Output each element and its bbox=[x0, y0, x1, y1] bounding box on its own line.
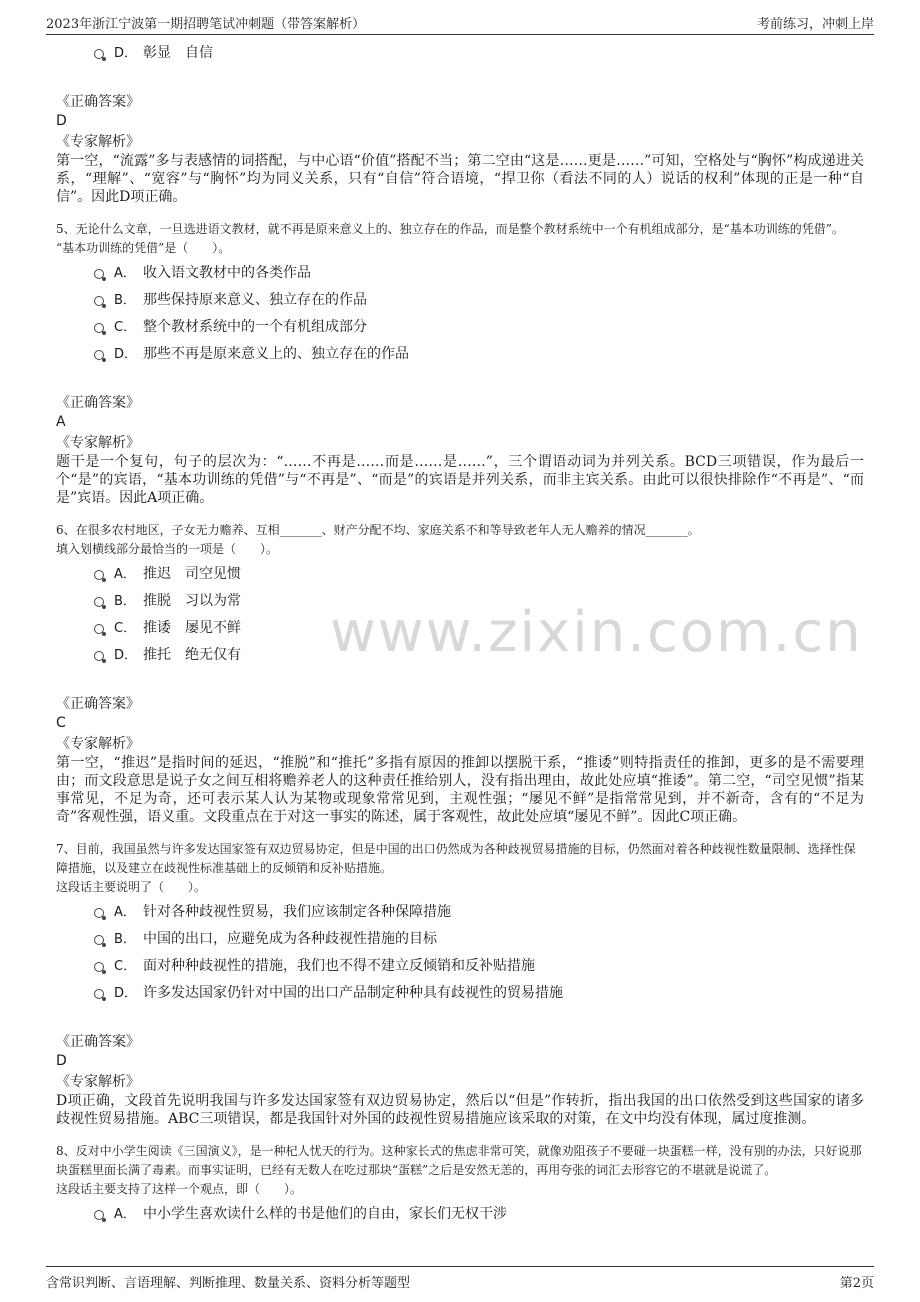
q4-option-d[interactable] bbox=[56, 40, 864, 67]
q8-stem: 8、反对中小学生阅读《三国演义》，是一种杞人忧天的行为。这种家长式的焦虑非常可笑，就像劝阻孩子不要碰一块蛋糕一样，没有别的办法，只好说那块蛋糕里面长满了毒素。而事实证明，已经有无数人在吃过那块“蛋糕”之后是安然无恙的，再用夸张的词汇去形容它的不堪就是说谎了。 bbox=[56, 1144, 862, 1177]
radio-icon[interactable] bbox=[94, 269, 104, 279]
option-text: 推托 绝无仅有 bbox=[143, 647, 241, 663]
option-text: 面对种种歧视性的措施，我们也不得不建立反倾销和反补贴措施 bbox=[143, 958, 535, 974]
q7-answer-value: D bbox=[56, 1053, 67, 1069]
q6-answer-label: 《正确答案》 bbox=[56, 696, 140, 712]
q5-stem: 5、无论什么文章，一旦选进语文教材，就不再是原来意义上的、独立存在的作品，而是整个教材系统中一个有机组成部分，是“基本功训练的凭借”。 bbox=[56, 222, 844, 236]
q7-analysis-label: 《专家解析》 bbox=[56, 1074, 140, 1090]
document-title: 2023年浙江宁波第一期招聘笔试冲刺题（带答案解析） bbox=[46, 17, 366, 32]
watermark: www.zixin.com.cn bbox=[330, 600, 863, 665]
radio-icon[interactable] bbox=[94, 962, 104, 972]
q4-analysis-text: 第一空，“流露”多与表感情的词搭配，与中心语“价值”搭配不当；第二空由“这是……更是……”可知，空格处与“胸怀”构成递进关系，“理解”、“宽容”与“胸怀”均为同义关系，只有“自信”符合语境，“捍卫你（看法不同的人）说话的权利”体现的正是一种“自信”。因此D项正确。 bbox=[56, 153, 864, 205]
option-letter: D． bbox=[114, 648, 138, 663]
option-text: 许多发达国家仍针对中国的出口产品制定种种具有歧视性的贸易措施 bbox=[143, 985, 563, 1001]
radio-icon[interactable] bbox=[94, 570, 104, 580]
option-letter: D． bbox=[114, 986, 138, 1001]
q7-option-b[interactable] bbox=[56, 926, 864, 953]
option-text: 彰显 自信 bbox=[143, 45, 213, 61]
radio-icon[interactable] bbox=[94, 49, 104, 59]
option-text: 中国的出口，应避免成为各种歧视性措施的目标 bbox=[143, 931, 437, 947]
q6-answer-value: C bbox=[56, 715, 66, 731]
header-slogan: 考前练习，冲刺上岸 bbox=[756, 17, 874, 32]
q6-stem: 6、在很多农村地区，子女无力赡养、互相_______、财产分配不均、家庭关系不和等导致老年人无人赡养的情况_______。 bbox=[56, 523, 700, 537]
page-number: 第2页 bbox=[839, 1276, 874, 1291]
q5-answer-value: A bbox=[56, 414, 66, 430]
q6-analysis-text: 第一空，“推迟”是指时间的延迟，“推脱”和“推托”多指有原因的推卸以摆脱干系，“推诿”则特指责任的推卸，更多的是不需要理由；而文段意思是说子女之间互相将赡养老人的这种责任推给别人，没有指出理由，故此处应填“推诿”。第二空，“司空见惯”指某事常见，不足为奇，还可表示某人认为某物或现象常常见到，主观性强；“屡见不鲜”是指常常见到，并不新奇，含有的“不足为奇”客观性强，语义重。文段重点在于对这一事实的陈述，属于客观性，故此处应填“屡见不鲜”。因此C项正确。 bbox=[56, 755, 864, 825]
q7-analysis-text: D项正确，文段首先说明我国与许多发达国家签有双边贸易协定，然后以“但是”作转折，指出我国的出口依然受到这些国家的诸多歧视性贸易措施。ABC三项错误，都是我国针对外国的歧视性贸易措施应该采取的对策，在文中均没有体现，属过度推测。 bbox=[56, 1093, 864, 1127]
q6-option-d[interactable] bbox=[56, 642, 864, 669]
option-letter: D． bbox=[114, 46, 138, 61]
option-text: 收入语文教材中的各类作品 bbox=[143, 265, 311, 281]
option-text: 推迟 司空见惯 bbox=[143, 566, 241, 582]
q5-option-d[interactable] bbox=[56, 341, 864, 368]
option-letter: B． bbox=[114, 293, 136, 308]
option-letter: C． bbox=[114, 320, 137, 335]
option-letter: A． bbox=[114, 567, 136, 582]
footer-description: 含常识判断、言语理解、判断推理、数量关系、资料分析等题型 bbox=[46, 1276, 411, 1291]
q7-answer-label: 《正确答案》 bbox=[56, 1034, 140, 1050]
q5-option-b[interactable] bbox=[56, 287, 864, 314]
option-text: 整个教材系统中的一个有机组成部分 bbox=[143, 319, 367, 335]
radio-icon[interactable] bbox=[94, 624, 104, 634]
q4-analysis-label: 《专家解析》 bbox=[56, 134, 140, 150]
option-letter: A． bbox=[114, 1207, 136, 1222]
option-text: 针对各种歧视性贸易，我们应该制定各种保障措施 bbox=[143, 904, 451, 920]
option-text: 中小学生喜欢读什么样的书是他们的自由，家长们无权干涉 bbox=[143, 1206, 507, 1222]
option-letter: C． bbox=[114, 959, 137, 974]
option-letter: D． bbox=[114, 347, 138, 362]
page-header bbox=[46, 8, 874, 35]
q5-question: “基本功训练的凭借”是（ ）。 bbox=[56, 241, 231, 255]
q6-analysis-label: 《专家解析》 bbox=[56, 736, 140, 752]
option-text: 那些保持原来意义、独立存在的作品 bbox=[143, 292, 367, 308]
q5-option-c[interactable] bbox=[56, 314, 864, 341]
q7-stem: 7、目前，我国虽然与许多发达国家签有双边贸易协定，但是中国的出口仍然成为各种歧视贸易措施的目标，仍然面对着各种歧视性数量限制、选择性保障措施，以及建立在歧视性标准基础上的反倾销和反补贴措施。 bbox=[56, 842, 856, 875]
option-letter: B． bbox=[114, 932, 136, 947]
q6-option-c[interactable] bbox=[56, 615, 864, 642]
q7-question: 这段话主要说明了（ ）。 bbox=[56, 880, 207, 894]
q7-option-d[interactable] bbox=[56, 980, 864, 1007]
radio-icon[interactable] bbox=[94, 296, 104, 306]
q4-answer-value: D bbox=[56, 113, 67, 129]
q6-option-b[interactable] bbox=[56, 588, 864, 615]
option-text: 那些不再是原来意义上的、独立存在的作品 bbox=[143, 346, 409, 362]
q8-question: 这段话主要支持了这样一个观点，即（ ）。 bbox=[56, 1182, 303, 1196]
q5-analysis-label: 《专家解析》 bbox=[56, 435, 140, 451]
q5-option-a[interactable] bbox=[56, 260, 864, 287]
q6-question: 填入划横线部分最恰当的一项是（ ）。 bbox=[56, 542, 279, 556]
radio-icon[interactable] bbox=[94, 908, 104, 918]
page-footer bbox=[46, 1266, 874, 1293]
radio-icon[interactable] bbox=[94, 989, 104, 999]
q6-option-a[interactable] bbox=[56, 561, 864, 588]
option-text: 推脱 习以为常 bbox=[143, 593, 241, 609]
question-content bbox=[56, 40, 864, 1228]
option-letter: C． bbox=[114, 621, 137, 636]
q7-option-c[interactable] bbox=[56, 953, 864, 980]
radio-icon[interactable] bbox=[94, 1210, 104, 1220]
option-text: 推诿 屡见不鲜 bbox=[143, 620, 241, 636]
option-letter: B． bbox=[114, 594, 136, 609]
radio-icon[interactable] bbox=[94, 935, 104, 945]
radio-icon[interactable] bbox=[94, 350, 104, 360]
radio-icon[interactable] bbox=[94, 651, 104, 661]
radio-icon[interactable] bbox=[94, 323, 104, 333]
option-letter: A． bbox=[114, 905, 136, 920]
option-letter: A． bbox=[114, 266, 136, 281]
q5-answer-label: 《正确答案》 bbox=[56, 395, 140, 411]
radio-icon[interactable] bbox=[94, 597, 104, 607]
q8-option-a[interactable] bbox=[56, 1201, 864, 1228]
q5-analysis-text: 题干是一个复句，句子的层次为：“……不再是……而是……是……”，三个谓语动词为并列关系。BCD三项错误，作为最后一个“是”的宾语，“基本功训练的凭借”与“不再是”、“而是”的宾语是并列关系，而非主宾关系。由此可以很快排除作“不再是”、“而是”宾语。因此A项正确。 bbox=[56, 454, 864, 506]
q4-answer-label: 《正确答案》 bbox=[56, 94, 140, 110]
q7-option-a[interactable] bbox=[56, 899, 864, 926]
